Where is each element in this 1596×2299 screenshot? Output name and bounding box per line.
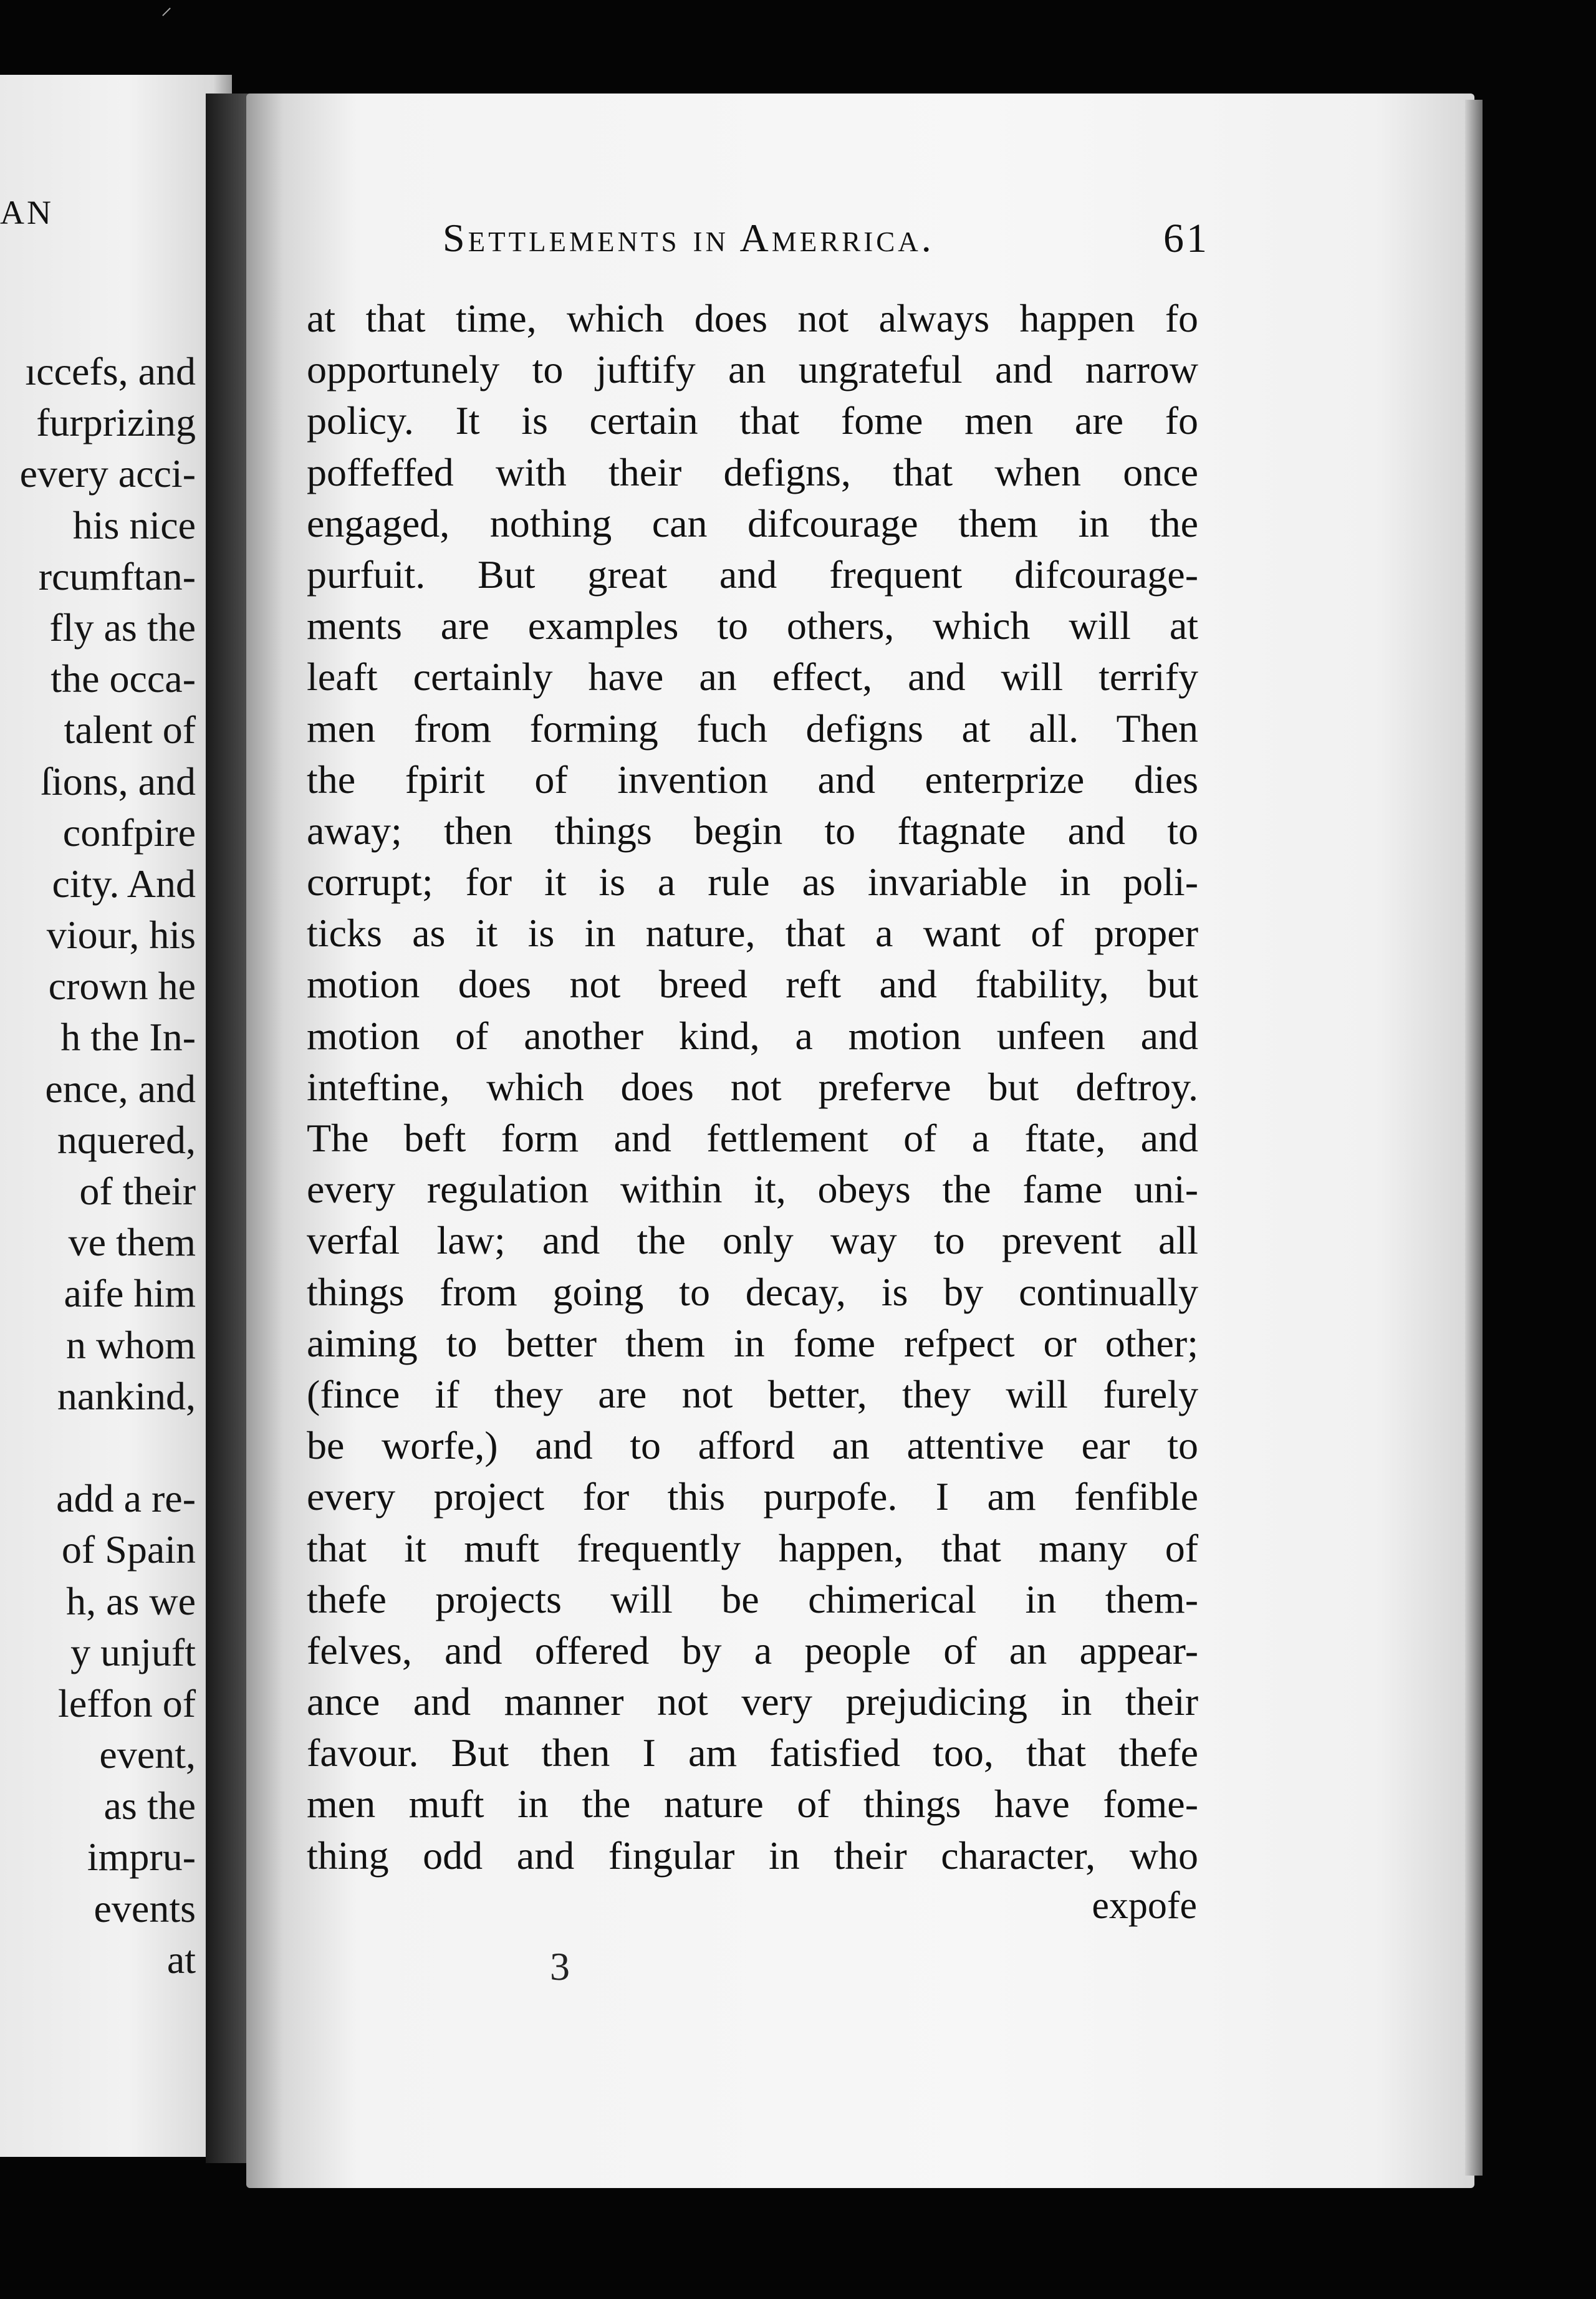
body-text-line: thing odd and fingular in their character, who [307, 1833, 1198, 1878]
signature-mark: 3 [550, 1944, 570, 1989]
body-text-line: thefe projects will be chimerical in them- [307, 1577, 1198, 1621]
body-text-line: inteftine, which does not preferve but deftroy. [307, 1064, 1198, 1109]
left-page-running-head: AN [0, 194, 54, 231]
body-text-line: every project for this purpofe. I am fenfible [307, 1474, 1198, 1519]
body-text-line: men from forming fuch defigns at all. Then [307, 706, 1198, 751]
body-text-line: ance and manner not very prejudicing in their [307, 1679, 1198, 1724]
left-page-line: of their [79, 1169, 196, 1213]
left-page-line: city. And [52, 861, 196, 906]
left-page-line: every acci- [19, 451, 196, 496]
left-page-line: ıccefs, and [25, 349, 196, 393]
body-text-line: every regulation within it, obeys the fame uni- [307, 1167, 1198, 1212]
page-number: 61 [1163, 216, 1209, 261]
body-text-line: motion of another kind, a motion unfeen and [307, 1013, 1198, 1058]
body-text-line: engaged, nothing can difcourage them in the [307, 501, 1198, 545]
left-page-line: h the In- [60, 1015, 196, 1060]
body-text-line: at that time, which does not always happen fo [307, 296, 1198, 340]
left-page-line: furprizing [36, 400, 196, 445]
body-text-line: ticks as it is in nature, that a want of proper [307, 911, 1198, 956]
left-page-line: talent of [64, 708, 196, 752]
body-text-line: aiming to better them in fome refpect or other; [307, 1320, 1198, 1365]
body-text-line: poffeffed with their defigns, that when once [307, 449, 1198, 494]
scan-artifact-mark: ⸍ [161, 4, 172, 29]
left-page-line: add a re- [56, 1476, 196, 1521]
left-page-line: viour, his [46, 913, 196, 958]
left-page-line: as the [103, 1783, 196, 1828]
body-text-line: favour. But then I am fatisfied too, that thefe [307, 1730, 1198, 1775]
left-page-text-block [0, 346, 196, 1985]
body-text-line: leaft certainly have an effect, and will terrify [307, 655, 1198, 699]
left-page-line: crown he [48, 964, 196, 1009]
body-text-line: purfuit. But great and frequent difcourage- [307, 552, 1198, 597]
running-title: Settlements in Amerrica. [443, 216, 935, 260]
page-edge-shadow [1465, 100, 1483, 2176]
body-text-block [307, 293, 1198, 1881]
left-page-line: leffon of [58, 1681, 196, 1725]
left-page-line: event, [99, 1732, 196, 1777]
body-text-line: verfal law; and the only way to prevent all [307, 1218, 1198, 1263]
left-page-line: nquered, [57, 1117, 196, 1162]
left-page-line: his nice [72, 502, 196, 547]
body-text-line: policy. It is certain that fome men are fo [307, 398, 1198, 443]
body-text-line: the fpirit of invention and enterprize dies [307, 757, 1198, 802]
left-page-line [0, 1422, 196, 1473]
body-text-line: opportunely to juftify an ungrateful and narrow [307, 347, 1198, 392]
left-page-line: fly as the [49, 605, 196, 650]
left-page-line: of Spain [61, 1527, 196, 1572]
left-page-line: impru- [87, 1835, 196, 1879]
left-page-line: events [94, 1886, 196, 1931]
body-text-line: things from going to decay, is by continually [307, 1269, 1198, 1314]
left-page-line: y unjuft [70, 1629, 196, 1674]
body-text-line: (fince if they are not better, they will furely [307, 1371, 1198, 1416]
left-page-line: ve them [68, 1220, 196, 1265]
body-text-line: away; then things begin to ftagnate and to [307, 808, 1198, 853]
body-text-line: motion does not breed reft and ftability, but [307, 962, 1198, 1007]
left-page-line: confpire [62, 810, 196, 855]
body-text-line: corrupt; for it is a rule as invariable in poli- [307, 860, 1198, 905]
left-page-line: ence, and [45, 1066, 196, 1111]
body-text-line: that it muft frequently happen, that many of [307, 1525, 1198, 1570]
left-facing-page [0, 75, 232, 2157]
left-page-line: n whom [66, 1322, 196, 1367]
left-page-line: the occa- [50, 656, 196, 701]
body-text-line: felves, and offered by a people of an appear- [307, 1628, 1198, 1673]
left-page-line: at [166, 1937, 196, 1982]
left-page-line: ſions, and [41, 759, 196, 804]
left-page-line: nankind, [57, 1373, 196, 1418]
left-page-line: rcumftan- [38, 554, 196, 598]
body-text-line: be worfe,) and to afford an attentive ear to [307, 1423, 1198, 1468]
left-page-line: h, as we [66, 1578, 196, 1623]
body-text-line: ments are examples to others, which will at [307, 603, 1198, 648]
running-head [443, 215, 1209, 271]
body-text-line: men muft in the nature of things have fome- [307, 1782, 1198, 1826]
catchword: expofe [1092, 1884, 1197, 1927]
body-text-line: The beft form and fettlement of a ftate, and [307, 1116, 1198, 1160]
left-page-line: aife him [64, 1271, 196, 1316]
